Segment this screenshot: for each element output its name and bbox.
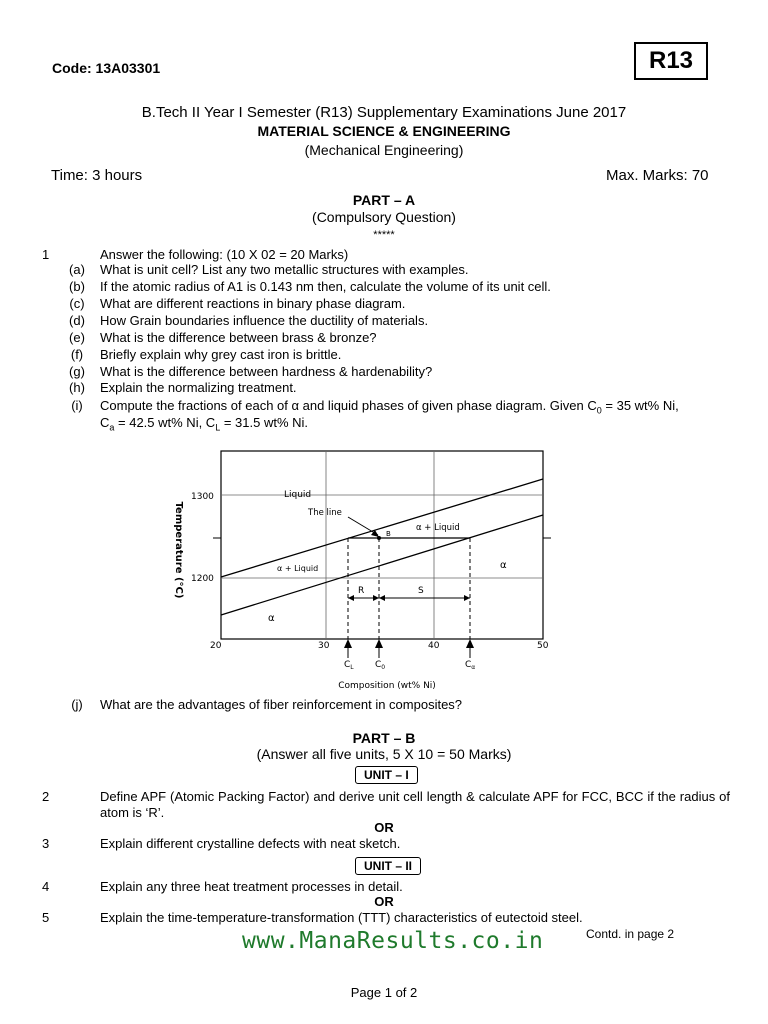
unit-one-heading: UNIT – I: [355, 766, 418, 784]
region-label: α + Liquid: [277, 564, 319, 573]
arrow-head: [373, 595, 379, 601]
question-text: Explain any three heat treatment processes in detail.: [100, 879, 403, 894]
item-label: (g): [69, 364, 85, 379]
phase-diagram: [150, 440, 570, 695]
arrow-head: [348, 595, 354, 601]
liquidus-line: [221, 479, 543, 577]
region-label: Liquid: [284, 490, 312, 500]
item-text-i-line2: $C_a = 42.5$ wt% Ni, $C_L = 31.5$ wt% Ni.: [100, 415, 309, 433]
question-text: Answer the following: (10 X 02 = 20 Marks): [100, 247, 349, 262]
max-marks: Max. Marks: 70: [606, 167, 709, 184]
marker-label: $C_L$: [344, 660, 354, 671]
item-text: What are the advantages of fiber reinforcement in composites?: [100, 697, 463, 712]
arrow-head: [466, 639, 474, 648]
branch-name: (Mechanical Engineering): [304, 142, 464, 158]
region-label: α + Liquid: [416, 523, 460, 533]
x-tick-label: 40: [428, 641, 440, 651]
regulation-box: R13: [634, 42, 708, 80]
item-label: (d): [69, 313, 85, 328]
item-label: (h): [69, 380, 85, 395]
y-tick-label: 1300: [191, 492, 214, 502]
question-number: 2: [42, 789, 50, 804]
exam-time: Time: 3 hours: [51, 167, 143, 184]
part-a-title: PART – A: [352, 192, 416, 208]
marker-label: $C_0$: [375, 660, 386, 671]
question-number: 3: [42, 836, 50, 851]
item-text: If the atomic radius of A1 is 0.143 nm then, calculate the volume of its unit cell.: [100, 279, 551, 294]
solidus-line: [221, 515, 543, 615]
item-text: How Grain boundaries influence the ductility of materials.: [100, 313, 429, 328]
point-label: B: [386, 530, 391, 538]
continued-note: Contd. in page 2: [586, 927, 675, 941]
part-b-title: PART – B: [352, 730, 416, 746]
page-number: Page 1 of 2: [350, 985, 418, 1000]
region-label: α: [268, 613, 275, 624]
or-separator: OR: [374, 894, 394, 909]
subject-title: MATERIAL SCIENCE & ENGINEERING: [257, 123, 511, 139]
item-text-i-line1: Compute the fractions of each of α and liquid phases of given phase diagram. Given $C_0 = 35$ wt% Ni,: [100, 398, 679, 416]
arrow-head: [379, 595, 385, 601]
item-label: (i): [71, 398, 83, 413]
item-text: What are different reactions in binary phase diagram.: [100, 296, 406, 311]
segment-label: R: [358, 586, 365, 596]
item-text: What is the difference between hardness & hardenability?: [100, 364, 433, 379]
y-tick-label: 1200: [191, 574, 214, 584]
arrow-head: [344, 639, 352, 648]
arrow-head: [464, 595, 470, 601]
item-text: What is unit cell? List any two metallic structures with examples.: [100, 262, 469, 277]
paper-code: Code: 13A03301: [52, 60, 161, 76]
item-text: Briefly explain why grey cast iron is brittle.: [100, 347, 342, 362]
watermark-url: www.ManaResults.co.in: [242, 928, 544, 954]
item-text: What is the difference between brass & bronze?: [100, 330, 377, 345]
item-label: (e): [69, 330, 85, 345]
item-label: (c): [69, 296, 85, 311]
question-text: Explain the time-temperature-transformation (TTT) characteristics of eutectoid steel.: [100, 910, 583, 925]
question-number: 4: [42, 879, 50, 894]
part-a-subtitle: (Compulsory Question): [312, 209, 456, 225]
question-text: Explain different crystalline defects with neat sketch.: [100, 836, 401, 851]
x-tick-label: 30: [318, 641, 330, 651]
item-label: (a): [69, 262, 85, 277]
item-label: (b): [69, 279, 85, 294]
part-b-subtitle: (Answer all five units, 5 X 10 = 50 Marks): [256, 746, 512, 762]
tie-line-label: The line: [308, 508, 342, 518]
separator-stars: *****: [373, 229, 395, 241]
plot-frame: [221, 451, 543, 639]
item-label: (j): [71, 697, 83, 712]
arrow-head: [375, 639, 383, 648]
x-axis-label: Composition (wt% Ni): [338, 681, 436, 691]
item-text: Explain the normalizing treatment.: [100, 380, 297, 395]
x-tick-label: 20: [210, 641, 222, 651]
y-axis-label: Temperature (°C): [173, 501, 184, 599]
question-number: 5: [42, 910, 50, 925]
segment-label: S: [418, 586, 424, 596]
exam-title: B.Tech II Year I Semester (R13) Supplementary Examinations June 2017: [141, 104, 627, 121]
question-text: Define APF (Atomic Packing Factor) and derive unit cell length & calculate APF for FCC, BCC if the radius of atom is ‘R’.: [100, 789, 730, 820]
x-tick-label: 50: [537, 641, 549, 651]
unit-two-heading: UNIT – II: [355, 857, 421, 875]
question-number: 1: [42, 247, 50, 262]
marker-label: $C_\alpha$: [465, 660, 476, 671]
region-label: α: [500, 560, 507, 571]
item-label: (f): [70, 347, 84, 362]
or-separator: OR: [374, 820, 394, 835]
